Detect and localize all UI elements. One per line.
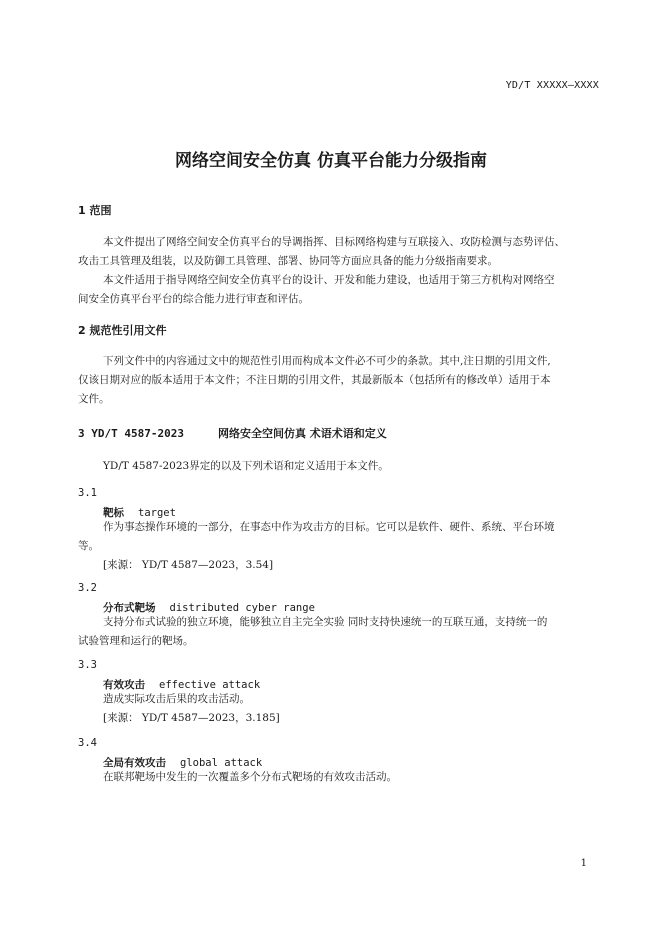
section-2-para-line-2: 仅该日期对应的版本适用于本文件；不注日期的引用文件，其最新版本（包括所有的修改单）适用于本 bbox=[78, 374, 551, 386]
term-definition-line-1: 支持分布式试验的独立环境，能够独立自主完全实验 同时支持快速统一的互联互通，支持统一的 bbox=[103, 616, 548, 628]
section-1-para-2-line-2: 间安全仿真平台平台的综合能力进行审查和评估。 bbox=[78, 293, 309, 305]
section-1-para-1-line-2: 攻击工具管理及组装，以及防御工具管理、部署、协同等方面应具备的能力分级指南要求。 bbox=[78, 255, 498, 267]
term-en: global attack bbox=[180, 757, 263, 769]
clause-number: 3.4 bbox=[78, 737, 97, 749]
section-3-heading bbox=[78, 425, 387, 441]
term-source: [来源： YD/T 4587—2023，3.185] bbox=[103, 712, 280, 724]
page-number: 1 bbox=[580, 858, 587, 869]
term-zh: 靶标 bbox=[103, 507, 124, 519]
section-3-intro: YD/T 4587-2023界定的以及下列术语和定义适用于本文件。 bbox=[103, 460, 389, 472]
clause-number: 3.3 bbox=[78, 659, 97, 671]
term-zh: 全局有效攻击 bbox=[103, 757, 166, 769]
document-code: YD/T XXXXX—XXXX bbox=[505, 80, 599, 91]
document-title: 网络空间安全仿真 仿真平台能力分级指南 bbox=[175, 151, 487, 171]
term-en: distributed cyber range bbox=[169, 602, 315, 614]
clause-number: 3.2 bbox=[78, 582, 97, 594]
term-en: effective attack bbox=[159, 679, 261, 691]
term-zh: 分布式靶场 bbox=[103, 602, 156, 614]
term-definition-line-1: 造成实际攻击后果的攻击活动。 bbox=[103, 693, 250, 705]
term-source: [来源： YD/T 4587—2023，3.54] bbox=[103, 559, 274, 571]
term-zh: 有效攻击 bbox=[103, 679, 145, 691]
section-1-para-2-line-1: 本文件适用于指导网络空间安全仿真平台的设计、开发和能力建设，也适用于第三方机构对网络空 bbox=[103, 274, 555, 286]
section-1-para-1-line-1: 本文件提出了网络空间安全仿真平台的导调指挥、目标网络构建与互联接入、攻防检测与态势评估、 bbox=[103, 236, 565, 248]
section-2-heading: 2 规范性引用文件 bbox=[78, 324, 167, 337]
clause-number: 3.1 bbox=[78, 487, 97, 499]
section-1-heading: 1 范围 bbox=[78, 204, 112, 217]
term-definition-line-1: 在联邦靶场中发生的一次覆盖多个分布式靶场的有效攻击活动。 bbox=[103, 771, 397, 783]
term-definition-line-1: 作为事态操作环境的一部分，在事态中作为攻击方的目标。它可以是软件、硬件、系统、平台环境 bbox=[103, 521, 555, 533]
section-2-para-line-1: 下列文件中的内容通过文中的规范性引用而构成本文件必不可少的条款。其中,注日期的引用文件, bbox=[103, 355, 551, 367]
term-definition-line-2: 等。 bbox=[78, 540, 99, 552]
section-3-heading-code: 3 YD/T 4587-2023 bbox=[78, 427, 184, 440]
section-2-para-line-3: 文件。 bbox=[78, 393, 110, 405]
section-3-heading-text: 网络安全空间仿真 术语术语和定义 bbox=[217, 427, 387, 440]
term-en: target bbox=[138, 507, 176, 519]
term-definition-line-2: 试验管理和运行的靶场。 bbox=[78, 635, 194, 647]
